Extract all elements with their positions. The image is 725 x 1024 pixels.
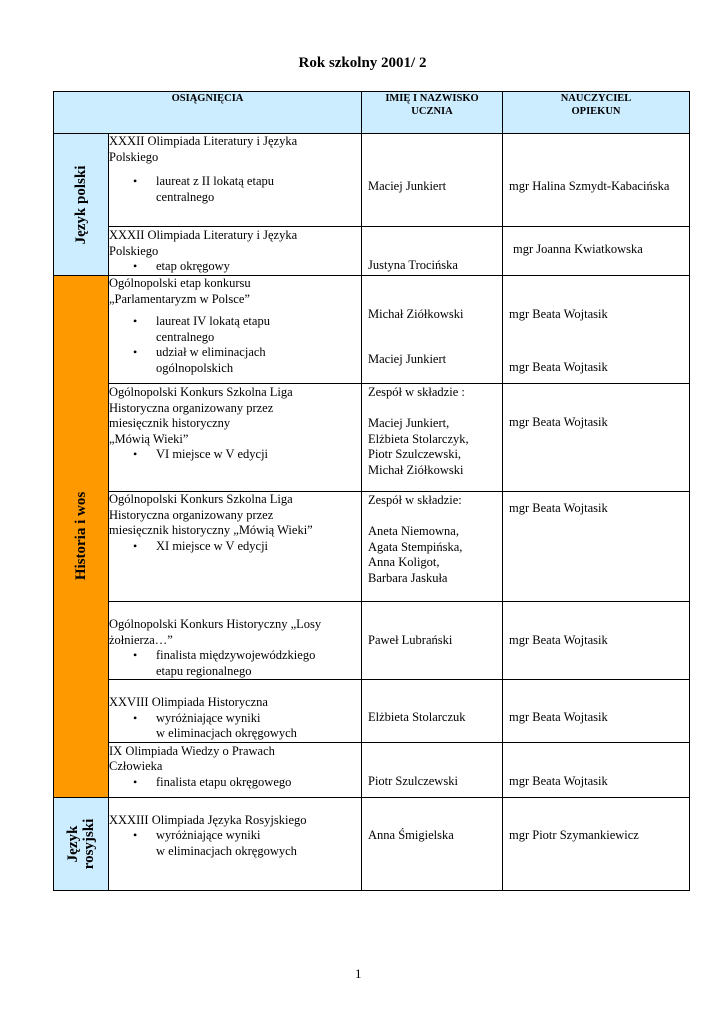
page-number: 1 [355,966,362,981]
teacher-cell: mgr Beata Wojtasik [503,384,690,492]
category-history [54,276,109,798]
teacher-cell: mgr Beata Wojtasik [503,742,690,797]
list-item: • finalista etapu okręgowego [109,775,361,791]
page-title: Rok szkolny 2001/ 2 [298,55,427,71]
list-item: • laureat IV lokatą etapu centralnego [109,314,361,345]
student-cell: Maciej Junkiert [362,134,503,227]
teacher-cell: mgr Beata Wojtasik [503,492,690,602]
list-item: • udział w eliminacjach ogólnopolskich [109,345,361,376]
achievement-cell: XXXII Olimpiada Literatury i Języka Polskiego • etap okręgowy [109,227,362,276]
achievement-cell: Ogólnopolski Konkurs Szkolna Liga Historyczna organizowany przez miesięcznik historyczny „Mówią Wieki” • VI miejsce w V edycji [109,384,362,492]
list-item: • XI miejsce w V edycji [109,539,361,555]
achievement-cell: XXVIII Olimpiada Historyczna • wyróżniające wyniki w eliminacjach okręgowych [109,680,362,743]
list-item: • laureat z II lokatą etapu centralnego [109,174,361,205]
list-item: • wyróżniające wyniki w eliminacjach okręgowych [109,711,361,742]
achievements-table [53,91,690,891]
achievement-cell: XXXIII Olimpiada Języka Rosyjskiego • wyróżniające wyniki w eliminacjach okręgowych [109,797,362,890]
table-row [54,797,690,890]
header-teacher: NAUCZYCIEL OPIEKUN [503,92,690,134]
teacher-cell: mgr Joanna Kwiatkowska [503,227,690,276]
header-student: IMIĘ I NAZWISKO UCZNIA [362,92,503,134]
category-russian [54,797,109,890]
table-row [54,384,690,492]
teacher-cell: mgr Beata Wojtasik mgr Beata Wojtasik [503,276,690,384]
achievement-cell: IX Olimpiada Wiedzy o Prawach Człowieka • finalista etapu okręgowego [109,742,362,797]
list-item: • wyróżniające wyniki w eliminacjach okręgowych [109,828,361,859]
student-cell: Zespół w składzie : Maciej Junkiert, Elżbieta Stolarczyk, Piotr Szulczewski, Michał Ziółkowski [362,384,503,492]
achievement-cell: XXXII Olimpiada Literatury i Języka Polskiego • laureat z II lokatą etapu centralnego [109,134,362,227]
category-label: Historia i wos [73,492,89,581]
table-row [54,602,690,680]
table-row [54,227,690,276]
teacher-cell: mgr Beata Wojtasik [503,602,690,680]
teacher-cell: mgr Piotr Szymankiewicz [503,797,690,890]
teacher-cell: mgr Beata Wojtasik [503,680,690,743]
teacher-cell: mgr Halina Szmydt-Kabacińska [503,134,690,227]
list-item: • finalista międzywojewódzkiego etapu regionalnego [109,648,361,679]
table-row [54,680,690,743]
achievement-cell: Ogólnopolski Konkurs Szkolna Liga Historyczna organizowany przez miesięcznik historyczny „Mówią Wieki” • XI miejsce w V edycji [109,492,362,602]
category-label: Język rosyjski [65,818,97,869]
student-cell: Paweł Lubrański [362,602,503,680]
list-item: • VI miejsce w V edycji [109,447,361,463]
table-header-row [54,92,690,134]
student-cell: Anna Śmigielska [362,797,503,890]
category-polish [54,134,109,276]
table-row [54,134,690,227]
table-row [54,492,690,602]
achievement-cell: Ogólnopolski Konkurs Historyczny „Losy żołnierza…” • finalista międzywojewódzkiego etapu regionalnego [109,602,362,680]
student-cell: Piotr Szulczewski [362,742,503,797]
student-cell: Zespół w składzie: Aneta Niemowna, Agata Stempińska, Anna Koligot, Barbara Jaskuła [362,492,503,602]
student-cell: Michał Ziółkowski Maciej Junkiert [362,276,503,384]
student-cell: Elżbieta Stolarczuk [362,680,503,743]
header-achievements: OSIĄGNIĘCIA [54,92,362,134]
table-row [54,742,690,797]
achievement-cell: Ogólnopolski etap konkursu „Parlamentaryzm w Polsce” • laureat IV lokatą etapu centralnego • udział w eliminacjach ogólnopolskich [109,276,362,384]
table-row [54,276,690,384]
category-label: Język polski [73,165,89,244]
student-cell: Justyna Trocińska [362,227,503,276]
list-item: • etap okręgowy [109,259,361,275]
